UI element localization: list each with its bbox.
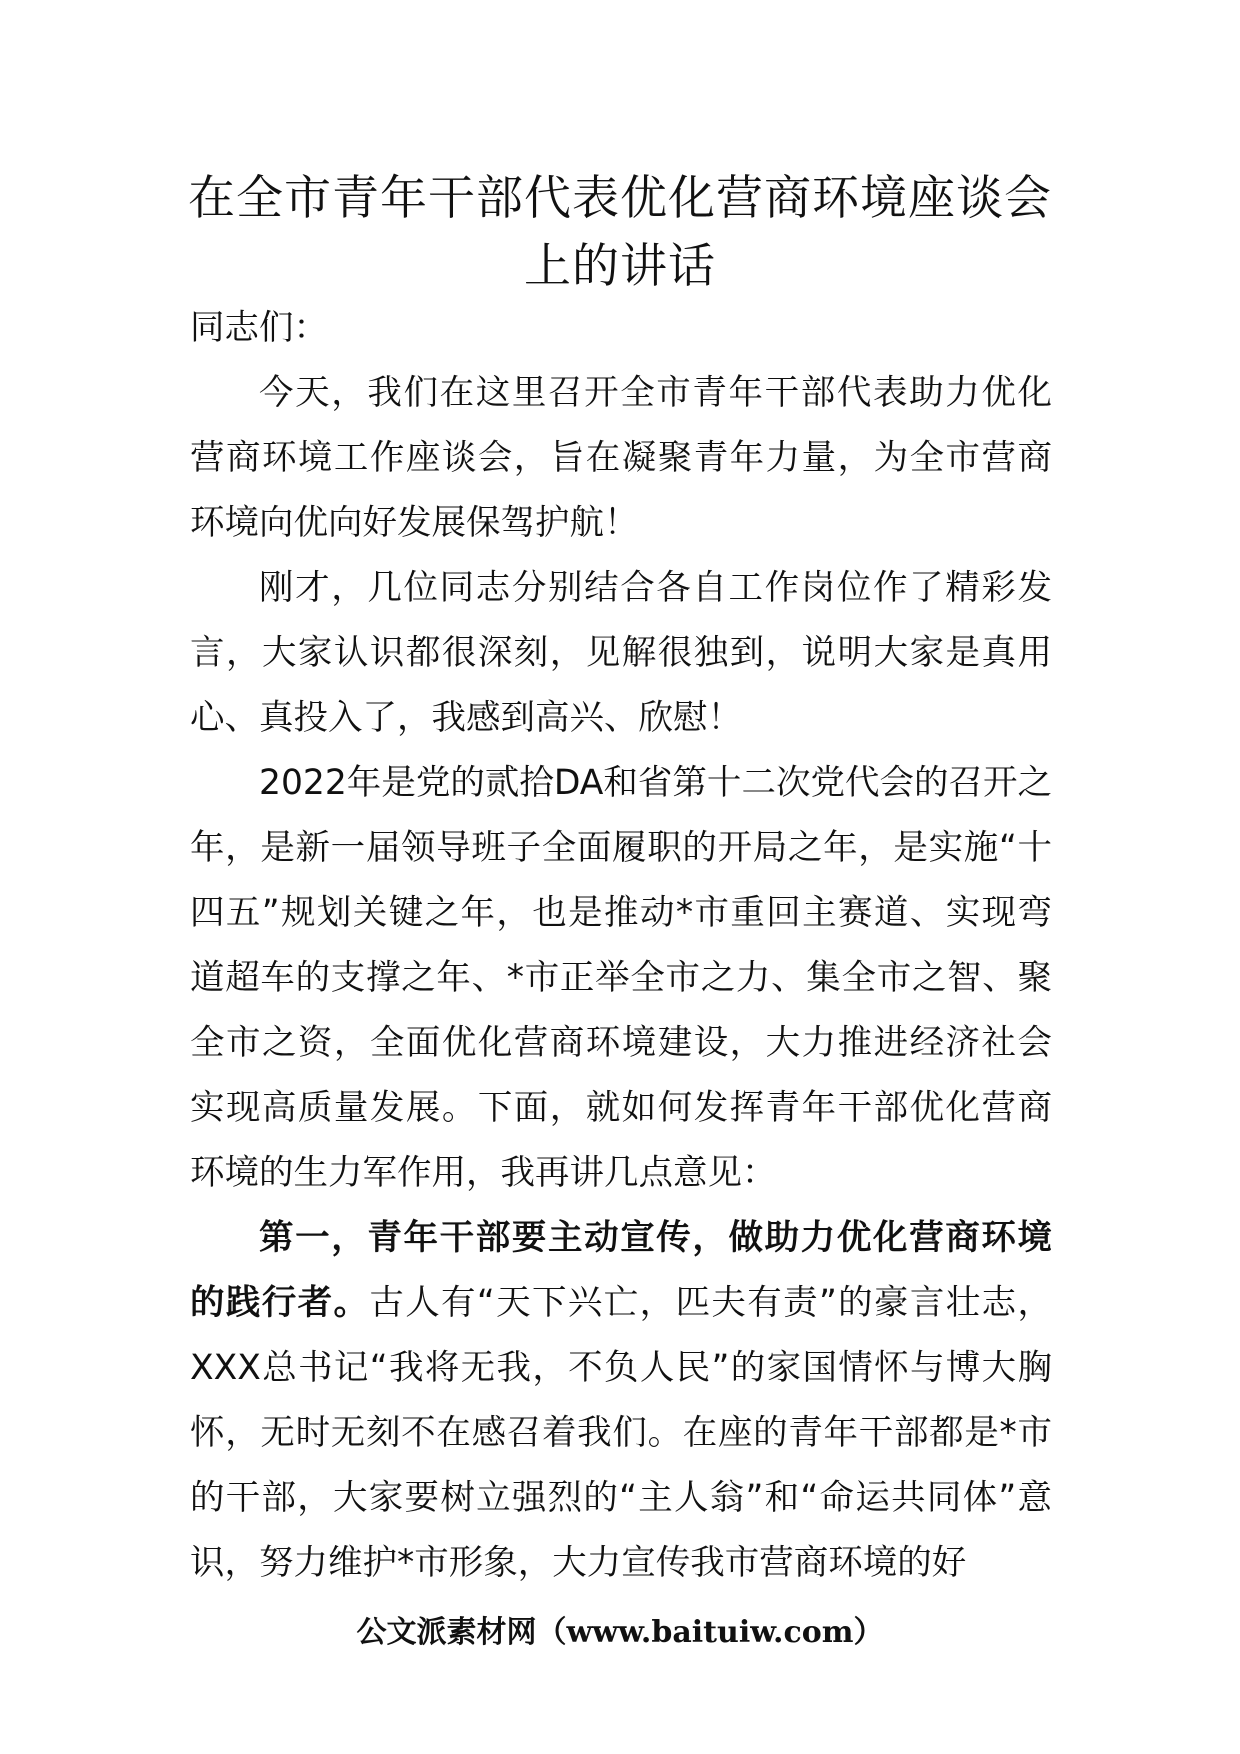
paragraph-point-1 <box>190 1206 1052 1583</box>
paragraph-remarks: 刚才，几位同志分别结合各自工作岗位作了精彩发言，大家认识都很深刻，见解很独到，说明大家是真用心、真投入了，我感到高兴、欣慰！ <box>190 568 1052 738</box>
point-1-heading: 第一，青年干部要主动宣传，做助力优化营商环境的践行者。 <box>190 1218 1052 1323</box>
paragraph-opening: 今天，我们在这里召开全市青年干部代表助力优化营商环境工作座谈会，旨在凝聚青年力量，为全市营商环境向优向好发展保驾护航！ <box>190 373 1052 543</box>
document-title-line-2: 上的讲话 <box>524 239 716 294</box>
document-title-line-1: 在全市青年干部代表优化营商环境座谈会 <box>188 171 1052 226</box>
point-1-text: 古人有“天下兴亡，匹夫有责”的豪言壮志，XXX总书记“我将无我，不负人民”的家国情怀与博大胸怀，无时无刻不在感召着我们。在座的青年干部都是*市的干部，大家要树立强烈的“主人翁”和“命运共同体”意识，努力维护*市形象，大力宣传我市营商环境的好 <box>190 1283 1052 1583</box>
footer-watermark: 公文派素材网（www.baituiw.com） <box>356 1615 884 1650</box>
salutation: 同志们： <box>190 308 328 348</box>
document-body <box>190 296 1052 1583</box>
paragraph-context: 2022年是党的贰拾DA和省第十二次党代会的召开之年，是新一届领导班子全面履职的开局之年，是实施“十四五”规划关键之年，也是推动*市重回主赛道、实现弯道超车的支撑之年、*市正举全市之力、集全市之智、聚全市之资，全面优化营商环境建设，大力推进经济社会实现高质量发展。下面，就如何发挥青年干部优化营商环境的生力军作用，我再讲几点意见： <box>190 763 1052 1193</box>
